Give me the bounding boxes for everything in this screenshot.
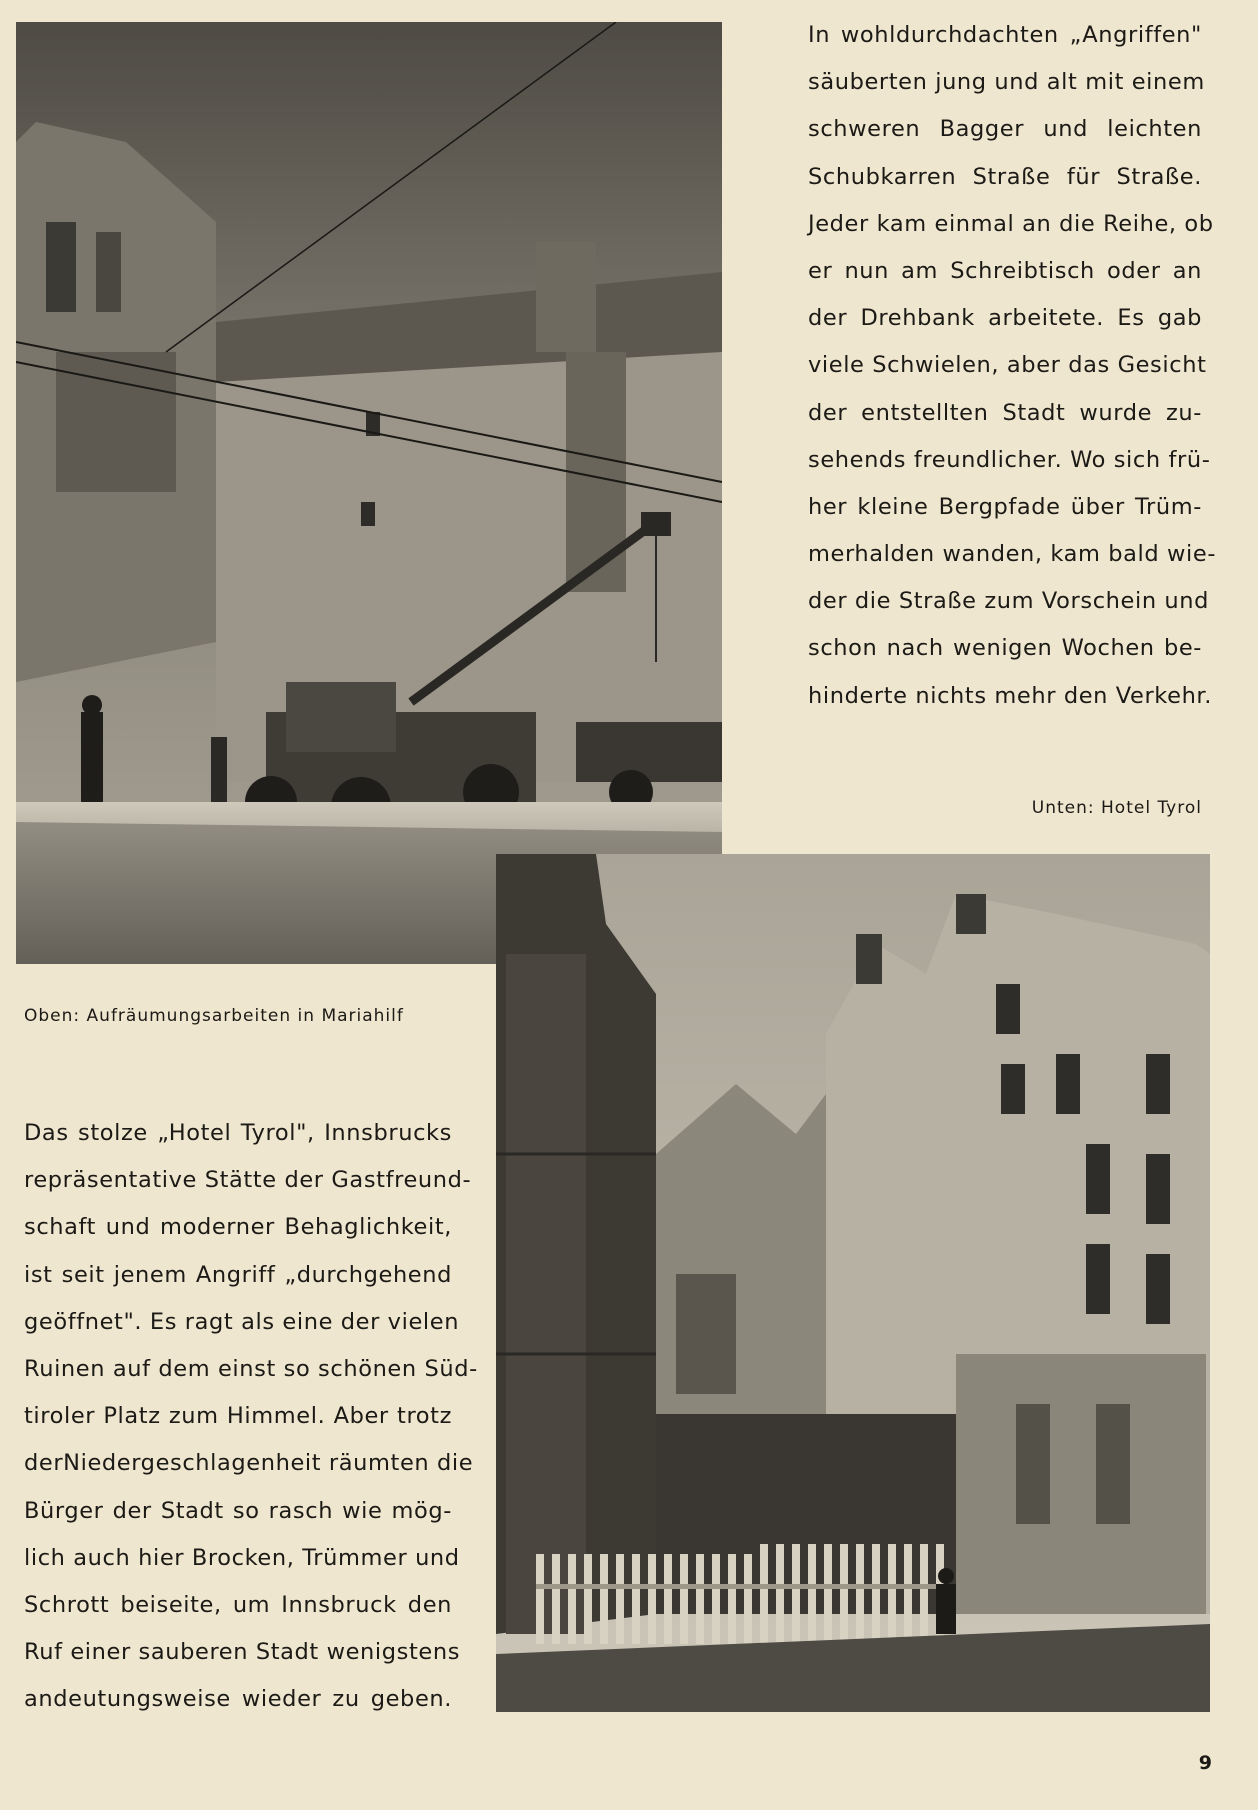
text-line: tiroler Platz zum Himmel. Aber trotz — [24, 1403, 452, 1430]
text-line: der die Straße zum Vorschein und — [808, 588, 1210, 615]
text-line: Bürger der Stadt so rasch wie mög- — [24, 1497, 452, 1524]
caption-top-photo: Oben: Aufräumungsarbeiten in Mariahilf — [24, 1006, 404, 1026]
text-line: andeutungsweise wieder zu geben. — [24, 1686, 452, 1713]
text-line: säuberten jung und alt mit einem — [808, 69, 1205, 96]
article-bottom-paragraph — [24, 1110, 478, 1723]
text-line: repräsentative Stätte der Gastfreund- — [24, 1167, 472, 1194]
caption-bottom-photo: Unten: Hotel Tyrol — [1031, 798, 1202, 818]
text-line: merhalden wanden, kam bald wie- — [808, 541, 1217, 568]
text-line: schon nach wenigen Wochen be- — [808, 635, 1202, 662]
text-line: her kleine Bergpfade über Trüm- — [808, 493, 1202, 520]
text-line: Das stolze „Hotel Tyrol", Innsbrucks — [24, 1120, 452, 1146]
text-line: schweren Bagger und leichten — [808, 116, 1202, 143]
text-line: derNiedergeschlagenheit räumten die — [24, 1450, 474, 1477]
text-line: schaft und moderner Behaglichkeit, — [24, 1214, 452, 1241]
photo-clearing-work-mariahilf — [16, 22, 722, 964]
text-line: lich auch hier Brocken, Trümmer und — [24, 1544, 460, 1571]
text-line: sehends freundlicher. Wo sich frü- — [808, 446, 1211, 473]
text-line: Ruinen auf dem einst so schönen Süd- — [24, 1355, 478, 1382]
text-line: der Drehbank arbeitete. Es gab — [808, 305, 1202, 332]
text-line: Ruf einer sauberen Stadt wenigstens — [24, 1639, 461, 1666]
text-line: viele Schwielen, aber das Gesicht — [808, 352, 1207, 379]
text-line: Schubkarren Straße für Straße. — [808, 163, 1202, 190]
text-line: hinderte nichts mehr den Verkehr. — [808, 682, 1212, 709]
article-top-paragraph — [808, 12, 1217, 720]
text-line: er nun am Schreibtisch oder an — [808, 257, 1202, 284]
text-line: Jeder kam einmal an die Reihe, ob — [808, 210, 1214, 237]
text-line: der entstellten Stadt wurde zu- — [808, 399, 1202, 426]
photo-hotel-tyrol — [496, 854, 1210, 1712]
text-line: ist seit jenem Angriff „durchgehend — [24, 1261, 452, 1288]
text-line: geöffnet". Es ragt als eine der vielen — [24, 1308, 460, 1335]
text-line: In wohldurchdachten „Angriffen" — [808, 22, 1202, 48]
page-number: 9 — [1198, 1752, 1212, 1774]
text-line: Schrott beiseite, um Innsbruck den — [24, 1591, 452, 1618]
